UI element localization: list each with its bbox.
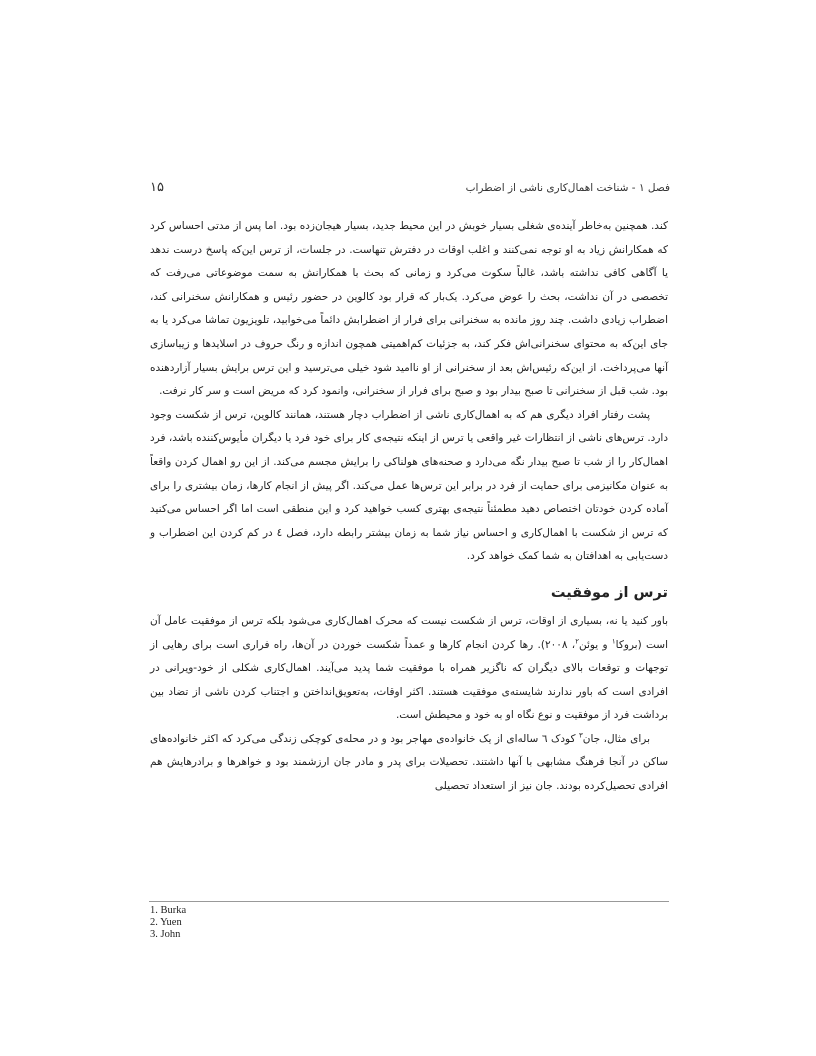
footnote-ref-1: ۱ [611,637,616,645]
body-text [150,215,668,799]
paragraph-2: پشت رفتار افراد دیگری هم که به اهمال‌کاری ناشی از اضطراب دچار هستند، همانند کالوین، ترس از شکست وجود دارد. ترس‌های ناشی از انتظارات غیر واقعی یا ترس از اینکه نتیجه‌ی کار برای خود فرد یا دیگران مأیوس‌کننده باشد، فرد اهمال‌کار را از شب تا صبح بیدار نگه می‌دارد و صحنه‌های هولناکی را برایش مجسم می‌کند. از این رو اهمال کردن واقعاً به عنوان مکانیزمی برای حمایت از فرد در برابر این ترس‌ها عمل می‌کند. اگر پیش از انجام کارها، زمان بیشتری را برای آماده کردن خودتان اختصاص دهید مطمئناً نتیجه‌ی بهتری کسب خواهید کرد و این منطقی است اما اگر احساس می‌کنید که ترس از شکست با اهمال‌کاری و احساس نیاز شما به زمان بیشتر رابطه دارد، فصل ٤ در کم کردن این اضطراب و دست‌یابی به اهدافتان به شما کمک خواهد کرد. [150,408,668,563]
paragraph-3 [150,610,668,728]
footnote-1: 1. Burka [150,905,187,916]
paragraph-3-part-1: باور کنید یا نه، بسیاری از اوقات، ترس از شکست نیست که محرک اهمال‌کاری می‌شود بلکه ترس از موفقیت عامل آن است (بروکا [150,614,669,651]
chapter-title: فصل ۱ - شناخت اهمال‌کاری ناشی از اضطراب [465,182,670,194]
paragraph-3-part-2: و یوئن [578,638,612,651]
footnote-ref-3: ۳ [578,731,583,740]
running-header [146,180,670,202]
paragraph-4-part-1: برای مثال، جان [582,732,651,745]
footnote-2: 2. Yuen [150,917,182,928]
paragraph-3-part-3: ، ۲۰۰۸). رها کردن انجام کارها و عمداً شکست خوردن در آن‌ها، راه فراری است برای رهایی از توجهات و توقعات بالای دیگران که ناگزیر همراه با موفقیت شما پدید می‌آیند. اهمال‌کاری شکلی از خود-ویرانی در افرادی است که باور ندارند شایسته‌ی موفقیت هستند. اکثر اوقات، به‌تعویق‌انداختن و اجتناب کردن ناشی از تضاد بین برداشت فرد از موفقیت و نوع نگاه او به خود و محیطش است. [150,638,668,722]
paragraph-1: کند. همچنین به‌خاطر آینده‌ی شغلی بسیار خوبش در این محیط جدید، بسیار هیجان‌زده بود. اما پس از مدتی احساس کرد که همکارانش زیاد به او توجه نمی‌کنند و اغلب اوقات در دفترش تنهاست. در جلسات، از ترس این‌که پاسخ درست ندهد یا آگاهی کافی نداشته باشد، غالباً سکوت می‌کرد و زمانی که بحث با همکارانش به سمت موضوعاتی می‌رفت که تخصصی در آن نداشت، بحث را عوض می‌کرد. یک‌بار که قرار بود کالوین در حضور رئیس و همکارانش سخنرانی کند، اضطراب زیادی داشت. چند روز مانده به سخنرانی برای فرار از اضطرابش دائماً می‌خوابید، تلویزیون تماشا می‌کرد یا به جای این‌که به محتوای سخنرانی‌اش فکر کند، به جزئیات کم‌اهمیتی همچون اندازه و رنگ حروف در اسلایدها و زیباسازی آنها می‌پرداخت. از این‌که رئیس‌اش بعد از سخنرانی از او ناامید شود خیلی می‌ترسید و این ترس برایش بسیار آزاردهنده بود. شب قبل از سخنرانی تا صبح بیدار بود و صبح برای فرار از سخنرانی، وانمود کرد که مریض است و سر کار نرفت. [150,220,668,398]
section-heading: ترس از موفقیت [550,584,668,601]
footnote-divider [149,901,669,902]
page-number: ۱۵ [150,180,164,195]
footnote-3: 3. John [150,929,181,940]
paragraph-4 [150,728,668,799]
footnote-ref-2: ۲ [575,637,579,645]
paragraph-4-part-2: کودک ٦ ساله‌ای از یک خانواده‌ی مهاجر بود و در محله‌ی کوچکی زندگی می‌کرد که اکثر خانواده‌های ساکن در آنجا فرهنگ مشابهی با آنها داشتند. تحصیلات برای پدر و مادر جان ارزشمند بود و خواهرها و برادرهایش هم افرادی تحصیل‌کرده بودند. جان نیز از استعداد تحصیلی [150,732,668,793]
footnotes [150,905,186,941]
